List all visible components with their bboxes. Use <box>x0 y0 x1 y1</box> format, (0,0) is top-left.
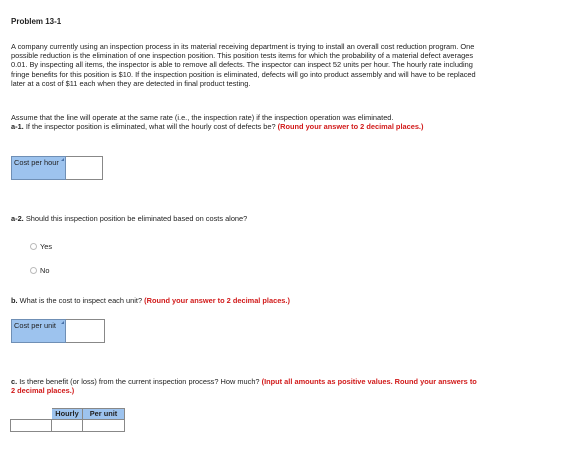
a1-question: If the inspector position is eliminated, what will the hourly cost of defects be? <box>25 122 276 132</box>
c-row-label-cell[interactable] <box>11 420 52 432</box>
a1-answer-input[interactable] <box>66 157 103 180</box>
a1-instruction: (Round your answer to 2 decimal places.) <box>277 122 424 132</box>
radio-option-no[interactable] <box>30 266 49 275</box>
radio-button-no[interactable] <box>30 267 37 274</box>
a2-text <box>11 214 481 223</box>
c-header-blank <box>11 409 52 420</box>
b-question: What is the cost to inspect each unit? <box>19 296 143 305</box>
c-question: Is there benefit (or loss) from the current inspection process? How much? <box>19 377 260 386</box>
c-hourly-input[interactable] <box>52 420 83 432</box>
b-label: b. <box>11 296 18 305</box>
c-header-row <box>11 409 125 420</box>
b-instruction: (Round your answer to 2 decimal places.) <box>144 296 290 305</box>
a2-label: a-2. <box>11 214 24 223</box>
problem-title: Problem 13-1 <box>11 17 62 26</box>
b-answer-input[interactable] <box>66 320 105 343</box>
a1-answer-label: Cost per hour <box>12 157 66 180</box>
radio-label-no: No <box>40 266 50 275</box>
c-label: c. <box>11 377 18 386</box>
b-answer-label: Cost per unit <box>12 320 66 343</box>
c-per-unit-input[interactable] <box>83 420 125 432</box>
a1-label: a-1. <box>11 122 24 132</box>
assumption-sentence: Assume that the line will operate at the same rate (i.e., the inspection rate) if the inspection operation was eliminated. <box>11 113 394 122</box>
c-text <box>11 377 481 395</box>
a2-question: Should this inspection position be eliminated based on costs alone? <box>25 214 248 223</box>
b-text <box>11 296 481 305</box>
problem-intro: A company currently using an inspection process in its material receiving department is trying to install an overall cost reduction program. One possible reduction is the elimination of one inspection position. This position tests items for which the probability of a material defect averages 0.01. By inspecting all items, the inspector is able to remove all defects. The inspector can inspect 52 units per hour. The hourly rate including fringe benefits for this position is $10. If the inspection position is eliminated, defects will go into product assembly and will have to be replaced later at a cost of $11 each when they are detected in final product testing. <box>11 42 476 88</box>
a1-answer-table <box>11 156 103 180</box>
c-header-per-unit: Per unit <box>83 409 125 420</box>
radio-button-yes[interactable] <box>30 243 37 250</box>
c-answer-row <box>11 420 125 432</box>
assumption-text <box>11 113 481 131</box>
c-header-hourly: Hourly <box>52 409 83 420</box>
radio-option-yes[interactable] <box>30 242 52 251</box>
radio-label-yes: Yes <box>40 242 53 251</box>
c-instruction: (Input all amounts as positive values. Round your answers to 2 decimal places.) <box>11 377 477 396</box>
b-answer-table <box>11 319 105 343</box>
c-answer-table <box>10 408 125 432</box>
